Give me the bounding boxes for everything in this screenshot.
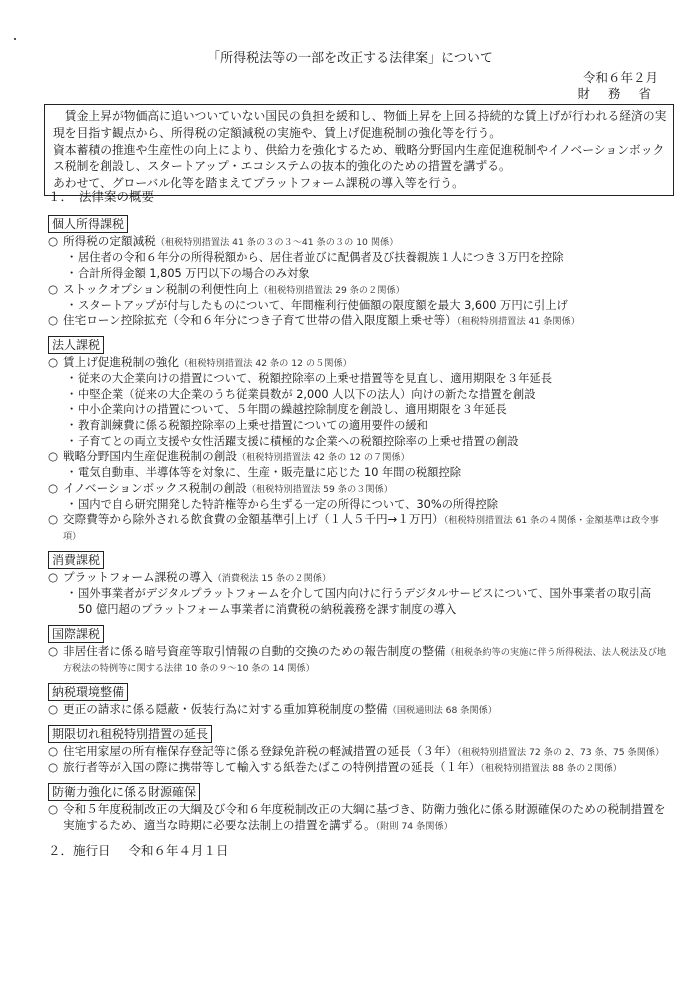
measure-item bbox=[48, 802, 668, 834]
measure-item bbox=[48, 702, 668, 718]
detail-text: 居住者の令和６年分の所得税額から、居住者並びに配偶者及び扶養親族１人につき３万円を控除 bbox=[78, 251, 564, 265]
effective-date-value: 令和６年４月１日 bbox=[128, 843, 229, 859]
measure-title: ストックオプション税制の利便性向上 bbox=[63, 281, 259, 296]
bullet-dot-icon: ・ bbox=[66, 419, 78, 433]
measure-item bbox=[48, 449, 668, 465]
measure-item bbox=[48, 481, 668, 497]
summary-box bbox=[44, 104, 674, 196]
category-heading: 納税環境整備 bbox=[48, 683, 128, 701]
detail-text: 国内で自ら研究開発した特許権等から生ずる一定の所得について、30%の所得控除 bbox=[78, 497, 499, 511]
measure-detail bbox=[48, 266, 668, 282]
category-heading: 国際課税 bbox=[48, 625, 104, 643]
category-block bbox=[48, 718, 668, 776]
issue-date: 令和６年２月 bbox=[582, 70, 658, 85]
bullet-dot-icon: ・ bbox=[66, 298, 78, 312]
measure-detail bbox=[48, 250, 668, 266]
bullet-dot-icon: ・ bbox=[66, 372, 78, 386]
detail-text: 子育てとの両立支援や女性活躍支援に積極的な企業への税額控除率の上乗せ措置の創設 bbox=[78, 434, 519, 448]
measure-item bbox=[48, 512, 668, 544]
category-heading: 個人所得課税 bbox=[48, 215, 128, 233]
measure-item bbox=[48, 644, 668, 676]
circle-marker-icon: ○ bbox=[48, 480, 59, 495]
measure-detail bbox=[48, 465, 668, 481]
section-title: 法律案の概要 bbox=[79, 189, 155, 204]
circle-marker-icon: ○ bbox=[48, 512, 59, 527]
category-heading: 期限切れ租税特別措置の延長 bbox=[48, 725, 212, 743]
legal-reference: （租税特別措置法 41 条関係） bbox=[456, 316, 580, 328]
circle-marker-icon: ○ bbox=[48, 760, 59, 775]
circle-marker-icon: ○ bbox=[48, 281, 59, 296]
legal-reference: （附則 74 条関係） bbox=[375, 821, 453, 833]
measure-detail bbox=[48, 418, 668, 434]
circle-marker-icon: ○ bbox=[48, 570, 59, 585]
category-list bbox=[48, 208, 668, 834]
legal-reference: （租税特別措置法 72 条の 2、73 条、75 条関係） bbox=[457, 747, 665, 759]
legal-reference: （租税特別措置法 42 条の 12 の５関係） bbox=[178, 358, 352, 370]
measure-item bbox=[48, 355, 668, 371]
category-block bbox=[48, 544, 668, 617]
measure-detail bbox=[48, 434, 668, 450]
detail-text: 電気自動車、半導体等を対象に、生産・販売量に応じた 10 年間の税額控除 bbox=[78, 466, 462, 480]
category-block bbox=[48, 329, 668, 544]
measure-title: イノベーションボックス税制の創設 bbox=[63, 480, 247, 495]
measure-title: 住宅ローン控除拡充（令和６年分につき子育て世帯の借入限度額上乗せ等） bbox=[63, 313, 457, 328]
measure-title: 更正の請求に係る隠蔽・仮装行為に対する重加算税制度の整備 bbox=[63, 701, 388, 716]
summary-paragraph: 資本蓄積の推進や生産性の向上により、供給力を強化するため、戦略分野国内生産促進税制やイノベーションボックス税制を創設し、スタートアップ・エコシステムの抜本的強化のための措置を講ずる。 bbox=[53, 142, 665, 174]
circle-marker-icon: ○ bbox=[48, 744, 59, 759]
category-heading: 法人課税 bbox=[48, 336, 104, 354]
measure-item bbox=[48, 282, 668, 298]
circle-marker-icon: ○ bbox=[48, 355, 59, 370]
measure-item bbox=[48, 570, 668, 586]
detail-text: 従来の大企業向けの措置について、税額控除率の上乗せ措置等を見直し、適用期限を３年延長 bbox=[78, 372, 553, 386]
measure-detail bbox=[48, 402, 668, 418]
legal-reference: （租税特別措置法 61 条の４関係・金額基準は政令事項） bbox=[63, 515, 659, 543]
summary-paragraph: 賃金上昇が物価高に追いついていない国民の負担を緩和し、物価上昇を上回る持続的な賃上げが行われる経済の実現を目指す観点から、所得税の定額減税の実施や、賃上げ促進税制の強化等を行う。 bbox=[53, 109, 667, 140]
circle-marker-icon: ○ bbox=[48, 701, 59, 716]
section-heading bbox=[48, 188, 668, 205]
legal-reference: （租税条約等の実施に伴う所得税法、法人税法及び地方税法の特例等に関する法律 10 条の９～10 条の 14 関係） bbox=[63, 646, 667, 674]
measure-item bbox=[48, 744, 668, 760]
bullet-dot-icon: ・ bbox=[66, 387, 78, 401]
category-heading: 防衛力強化に係る財源確保 bbox=[48, 783, 200, 801]
bullet-dot-icon: ・ bbox=[66, 267, 78, 280]
measure-item bbox=[48, 313, 668, 329]
detail-text: 国外事業者がデジタルプラットフォームを介して国内向けに行うデジタルサービスについて、国外事業者の取引高 50 億円超のプラットフォーム事業者に消費税の納税義務を課す制度の導入 bbox=[78, 587, 652, 617]
measure-title: 非居住者に係る暗号資産等取引情報の自動的交換のための報告制度の整備 bbox=[63, 643, 446, 658]
detail-text: 合計所得金額 1,805 万円以下の場合のみ対象 bbox=[78, 267, 310, 280]
legal-reference: （租税特別措置法 42 条の 12 の７関係） bbox=[236, 452, 410, 464]
section-number: １． bbox=[48, 189, 74, 204]
section-number: ２． bbox=[48, 843, 74, 859]
detail-text: 教育訓練費に係る税額控除率の上乗せ措置についての適用要件の緩和 bbox=[78, 419, 428, 433]
legal-reference: （租税特別措置法 59 条の３関係） bbox=[246, 483, 393, 495]
circle-marker-icon: ○ bbox=[48, 313, 59, 328]
legal-reference: （国税通則法 68 条関係） bbox=[387, 704, 498, 716]
category-block bbox=[48, 618, 668, 676]
measure-detail bbox=[48, 298, 668, 314]
circle-marker-icon: ○ bbox=[48, 234, 59, 249]
measure-title: 賃上げ促進税制の強化 bbox=[63, 355, 179, 370]
effective-date-section bbox=[48, 842, 668, 859]
circle-marker-icon: ○ bbox=[48, 449, 59, 464]
detail-text: スタートアップが付与したものについて、年間権利行使価額の限度額を最大 3,600 万円に引上げ bbox=[78, 298, 568, 312]
summary-paragraph: あわせて、グローバル化等を踏まえてプラットフォーム課税の導入等を行う。 bbox=[53, 176, 464, 190]
measure-title: 交際費等から除外される飲食費の金額基準引上げ（１人５千円→１万円） bbox=[63, 512, 444, 527]
scan-speck bbox=[14, 38, 16, 40]
bullet-dot-icon: ・ bbox=[66, 434, 78, 448]
circle-marker-icon: ○ bbox=[48, 802, 59, 817]
measure-title: 住宅用家屋の所有権保存登記等に係る登録免許税の軽減措置の延長（３年） bbox=[63, 744, 458, 759]
date-block bbox=[578, 70, 658, 101]
category-block bbox=[48, 208, 668, 329]
document-title: 「所得税法等の一部を改正する法律案」について bbox=[207, 51, 493, 66]
measure-detail bbox=[48, 497, 668, 513]
bullet-dot-icon: ・ bbox=[66, 497, 78, 511]
category-heading: 消費課税 bbox=[48, 551, 104, 569]
measure-title: プラットフォーム課税の導入 bbox=[63, 570, 213, 585]
legal-reference: （租税特別措置法 41 条の３の３～41 条の３の 10 関係） bbox=[155, 237, 399, 249]
measure-title: 令和５年度税制改正の大綱及び令和６年度税制改正の大綱に基づき、防衛力強化に係る財源確保のための税制措置を実施するため、適当な時期に必要な法制上の措置を講ずる。 bbox=[63, 802, 666, 833]
measure-detail bbox=[48, 586, 668, 617]
ministry-name: 財 務 省 bbox=[577, 85, 658, 101]
bullet-dot-icon: ・ bbox=[66, 403, 78, 417]
measure-title: 戦略分野国内生産促進税制の創設 bbox=[63, 449, 237, 464]
measure-title: 旅行者等が入国の際に携帯等して輸入する紙巻たばこの特例措置の延長（１年） bbox=[63, 760, 481, 775]
section-title: 施行日 bbox=[73, 843, 111, 859]
circle-marker-icon: ○ bbox=[48, 643, 59, 658]
bullet-dot-icon: ・ bbox=[66, 466, 78, 480]
category-block bbox=[48, 776, 668, 834]
measure-item bbox=[48, 760, 668, 776]
legal-reference: （租税特別措置法 88 条の２関係） bbox=[480, 763, 622, 775]
legal-reference: （租税特別措置法 29 条の２関係） bbox=[258, 284, 405, 296]
bullet-dot-icon: ・ bbox=[66, 587, 78, 601]
detail-text: 中小企業向けの措置について、５年間の繰越控除制度を創設し、適用期限を３年延長 bbox=[78, 403, 507, 417]
measure-item bbox=[48, 234, 668, 250]
category-block bbox=[48, 676, 668, 718]
measure-detail bbox=[48, 387, 668, 403]
detail-text: 中堅企業（従来の大企業のうち従業員数が 2,000 人以下の法人）向けの新たな措置を創設 bbox=[78, 387, 536, 401]
measure-detail bbox=[48, 371, 668, 387]
measure-title: 所得税の定額減税 bbox=[63, 234, 156, 249]
content-area bbox=[48, 186, 668, 860]
legal-reference: （消費税法 15 条の２関係） bbox=[212, 573, 332, 585]
bullet-dot-icon: ・ bbox=[66, 251, 78, 265]
